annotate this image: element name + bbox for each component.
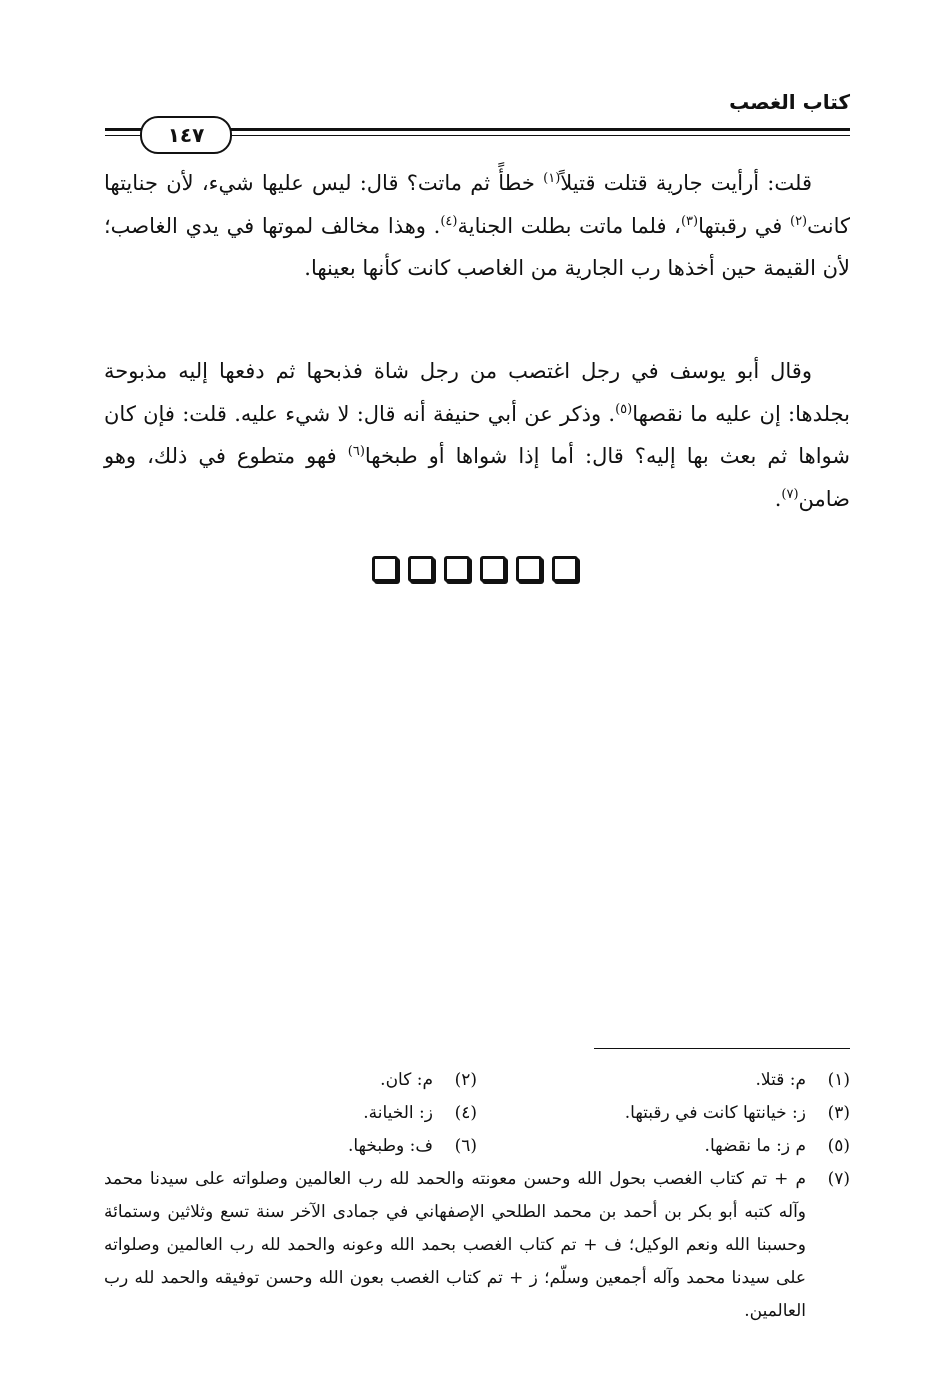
text-run: .	[774, 486, 782, 511]
footnote-text: ز: خيانتها كانت في رقبتها.	[624, 1103, 806, 1123]
square-ornament-icon	[372, 556, 398, 582]
page-number: ١٤٧	[140, 116, 232, 154]
footnote-text: م: قتلا.	[755, 1070, 806, 1090]
footnote-number: (٥)	[827, 1136, 850, 1156]
text-run: ، فلما ماتت بطلت الجناية	[457, 213, 681, 238]
section-end-ornament	[372, 556, 578, 582]
footnote-row	[104, 1097, 850, 1130]
square-ornament-icon	[552, 556, 578, 582]
footnote-number: (٦)	[454, 1136, 477, 1156]
footnote	[104, 1064, 477, 1097]
footnote-row	[104, 1130, 850, 1163]
square-ornament-icon	[444, 556, 470, 582]
text-run: وقال أبو يوسف في رجل اغتصب من رجل شاة فذبحها ثم دفعها إليه مذبوحة بجلدها: إن عليه ما نقصها	[104, 359, 850, 426]
paragraph-text	[104, 162, 850, 290]
text-run: . وهذا مخالف لموتها في يدي الغاصب؛ لأن القيمة حين أخذها رب الجارية من الغاصب كانت كأنها بعينها.	[104, 213, 850, 280]
footnote-text: ف: وطبخها.	[347, 1136, 433, 1156]
square-ornament-icon	[480, 556, 506, 582]
footnote	[104, 1097, 477, 1130]
footnote-text: م + تم كتاب الغصب بحول الله وحسن معونته والحمد لله رب العالمين وصلواته على سيدنا محمد وآله كتبه أبو بكر بن أحمد بن محمد الطلحي الإصفهاني في جمادى الآخر سنة تسع وثلاثين وستمائة وحسبنا الله ونعم الوكيل؛ ف + تم كتاب الغصب بحمد الله وعونه والحمد لله رب العالمين وصلواته على سيدنا محمد وآله أجمعين وسلّم؛ ز + تم كتاب الغصب بعون الله وحسن توفيقه والحمد لله رب العالمين.	[104, 1169, 806, 1321]
text-run: فهو متطوع في ذلك، وهو ضامن	[104, 444, 850, 511]
footnote-number: (٤)	[454, 1103, 477, 1123]
paragraph-1	[104, 162, 850, 290]
paragraph-2	[104, 350, 850, 520]
footnote-number: (١)	[827, 1070, 850, 1090]
footnote	[477, 1097, 850, 1130]
footnote-rule	[594, 1048, 850, 1049]
footnote-marker: (٦)	[347, 444, 365, 459]
paragraph-text	[104, 350, 850, 520]
square-ornament-icon	[408, 556, 434, 582]
footnote-number: (٢)	[454, 1070, 477, 1090]
text-run: قلت: أرأيت جارية قتلت قتيلاً	[560, 171, 812, 195]
footnote-marker: (١)	[543, 171, 561, 186]
square-ornament-icon	[516, 556, 542, 582]
footnote	[477, 1064, 850, 1097]
text-run: خطأً ثم ماتت؟ قال: ليس عليها شيء، لأن جنايتها كانت	[104, 171, 850, 238]
footnote-marker: (٥)	[615, 401, 633, 417]
footnote-number: (٣)	[827, 1103, 850, 1123]
footnote-marker: (٣)	[680, 213, 699, 229]
footnote-marker: (٤)	[440, 213, 458, 229]
footnote-text: م ز: ما نقضها.	[704, 1136, 806, 1156]
footnote-row	[104, 1064, 850, 1097]
text-run: . وذكر عن أبي حنيفة أنه قال: لا شيء عليه. قلت: فإن كان شواها ثم بعث بها إليه؟ قال: أما إذا شواها أو طبخها	[104, 401, 850, 468]
running-title: كتاب الغصب	[729, 90, 850, 114]
footnote	[104, 1130, 477, 1163]
footnote-marker: (٧)	[781, 486, 799, 502]
footnote-long	[104, 1163, 850, 1328]
footnote-text: م: كان.	[380, 1070, 433, 1090]
footnote-marker: (٢)	[789, 213, 808, 229]
footnote	[477, 1130, 850, 1163]
footnote-text: ز: الخيانة.	[363, 1103, 433, 1123]
footnotes	[104, 1064, 850, 1328]
footnote-number: (٧)	[827, 1169, 850, 1189]
text-run: في رقبتها	[698, 213, 790, 238]
